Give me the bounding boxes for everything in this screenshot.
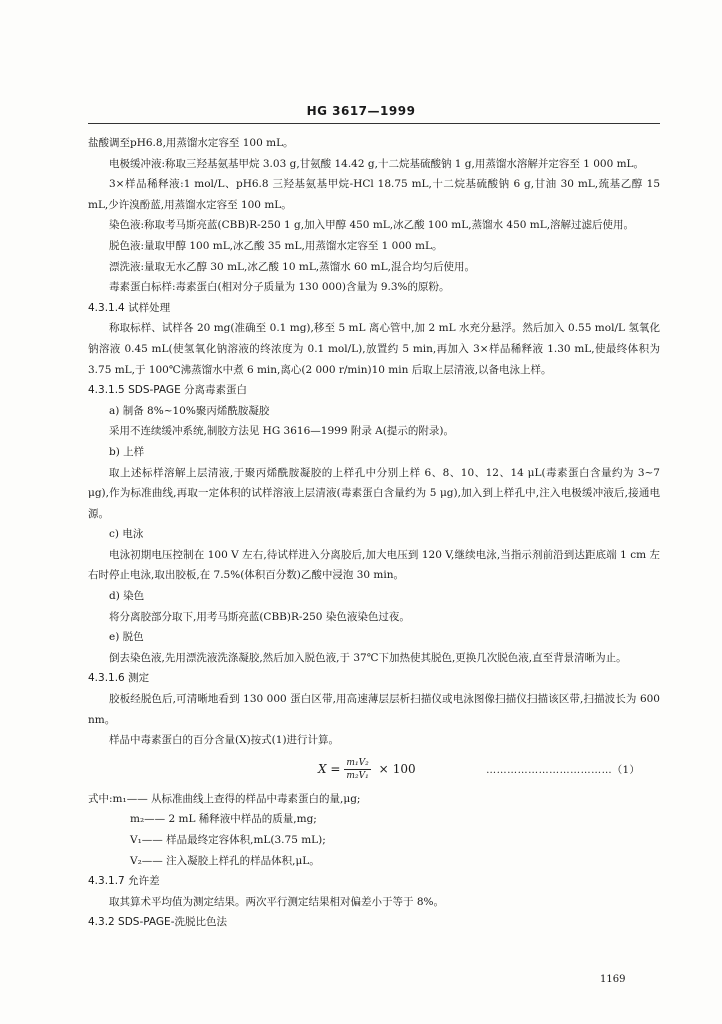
list-label: d) 染色 xyxy=(109,590,145,603)
paragraph: 取上述标样溶解上层清液,于聚丙烯酰胺凝胶的上样孔中分别上样 6、8、10、12、14 μL(毒素蛋白含量约为 3~7 μg),作为标准曲线,再取一定体积的试样溶液上层清液(毒素蛋白含量约为 5 μg),加入到上样孔中,注入电极缓冲液后,接通电源。 xyxy=(88,466,660,520)
formula-factor: 100 xyxy=(392,762,416,777)
section-heading: 4.3.1.7 允许差 xyxy=(88,875,160,888)
paragraph: 毒素蛋白标样:毒素蛋白(相对分子质量为 130 000)含量为 9.3%的原粉。 xyxy=(109,281,450,294)
paragraph: 脱色液:量取甲醇 100 mL,冰乙酸 35 mL,用蒸馏水定容至 1 000 mL。 xyxy=(109,239,443,252)
formula-times: × xyxy=(378,762,389,777)
paragraph: 将分离胶部分取下,用考马斯亮蓝(CBB)R-250 染色液染色过夜。 xyxy=(109,610,410,623)
formula xyxy=(318,757,416,782)
list-label: a) 制备 8%~10%聚丙烯酰胺凝胶 xyxy=(109,404,270,417)
paragraph: 染色液:称取考马斯亮蓝(CBB)R-250 1 g,加入甲醇 450 mL,冰乙酸 100 mL,蒸馏水 450 mL,溶解过滤后使用。 xyxy=(109,219,635,232)
section-heading: 4.3.1.5 SDS-PAGE 分离毒素蛋白 xyxy=(88,384,248,397)
paragraph: 胶板经脱色后,可清晰地看到 130 000 蛋白区带,用高速薄层层析扫描仪或电泳图像扫描仪扫描该区带,扫描波长为 600 nm。 xyxy=(88,693,660,726)
formula-denominator: m₂V₁ xyxy=(346,770,369,781)
paragraph: 称取标样、试样各 20 mg(准确至 0.1 mg),移至 5 mL 离心管中,加 2 mL 水充分悬浮。然后加入 0.55 mol/L 氢氧化钠溶液 0.45 mL(使氢氧化钠溶液的终浓度为 0.1 mol/L),放置约 5 min,再加入 3×样品稀释液 1.30 mL,使最终体积为 3.75 mL,于 100℃沸蒸馏水中煮 6 min,离心(2 000 r/min)10 min 后取上层清液,以备电泳上样。 xyxy=(88,322,660,376)
paragraph: 电极缓冲液:称取三羟基氨基甲烷 3.03 g,甘氨酸 14.42 g,十二烷基硫酸钠 1 g,用蒸馏水溶解并定容至 1 000 mL。 xyxy=(109,157,645,170)
section-heading: 4.3.1.6 测定 xyxy=(88,672,150,685)
where-intro xyxy=(88,789,660,810)
document-body xyxy=(88,133,660,933)
standard-header: HG 3617—1999 xyxy=(306,104,416,118)
formula-numerator: m₁V₂ xyxy=(346,757,369,768)
variable-def: m₂—— 2 mL 稀释液中样品的质量,mg; xyxy=(130,813,317,826)
paragraph: 3×样品稀释液:1 mol/L、pH6.8 三羟基氨基甲烷-HCl 18.75 mL,十二烷基硫酸钠 6 g,甘油 30 mL,巯基乙醇 15 mL,少许溴酚蓝,用蒸馏水定容至 100 mL。 xyxy=(88,178,660,211)
variable-def: V₂—— 注入凝胶上样孔的样品体积,μL。 xyxy=(130,854,320,867)
paragraph: 采用不连续缓冲系统,制胶方法见 HG 3616—1999 附录 A(提示的附录)。 xyxy=(109,425,454,438)
section-heading: 4.3.2 SDS-PAGE-洗脱比色法 xyxy=(88,916,227,929)
list-label: b) 上样 xyxy=(109,445,145,458)
paragraph: 电泳初期电压控制在 100 V 左右,待试样进入分离胶后,加大电压到 120 V,继续电泳,当指示剂前沿到达距底端 1 cm 左右时停止电泳,取出胶板,在 7.5%(体积百分数)乙酸中浸泡 30 min。 xyxy=(88,548,660,582)
paragraph: 倒去染色液,先用漂洗液洗涤凝胶,然后加入脱色液,于 37℃下加热使其脱色,更换几次脱色液,直至背景清晰为止。 xyxy=(109,651,627,664)
formula-lhs: X = xyxy=(318,762,341,777)
section-heading: 4.3.1.4 试样处理 xyxy=(88,301,171,314)
paragraph: 盐酸调至pH6.8,用蒸馏水定容至 100 mL。 xyxy=(88,137,294,149)
where-label: 式中: xyxy=(88,792,113,805)
variable-def: m₁—— 从标准曲线上查得的样品中毒素蛋白的量,μg; xyxy=(112,792,361,805)
equation-1 xyxy=(88,753,660,787)
paragraph: 样品中毒素蛋白的百分含量(X)按式(1)进行计算。 xyxy=(109,734,340,747)
header-rule xyxy=(88,123,660,124)
paragraph: 漂洗液:量取无水乙醇 30 mL,冰乙酸 10 mL,蒸馏水 60 mL,混合均匀后使用。 xyxy=(109,260,475,273)
paragraph: 取其算术平均值为测定结果。两次平行测定结果相对偏差小于等于 8%。 xyxy=(109,895,444,908)
variable-def: V₁—— 样品最终定容体积,mL(3.75 mL); xyxy=(130,834,326,846)
formula-fraction xyxy=(344,757,370,782)
list-label: c) 电泳 xyxy=(109,528,144,541)
list-label: e) 脱色 xyxy=(109,631,144,644)
equation-number: ………………………………（1） xyxy=(486,764,640,776)
page-number: 1169 xyxy=(600,974,626,985)
